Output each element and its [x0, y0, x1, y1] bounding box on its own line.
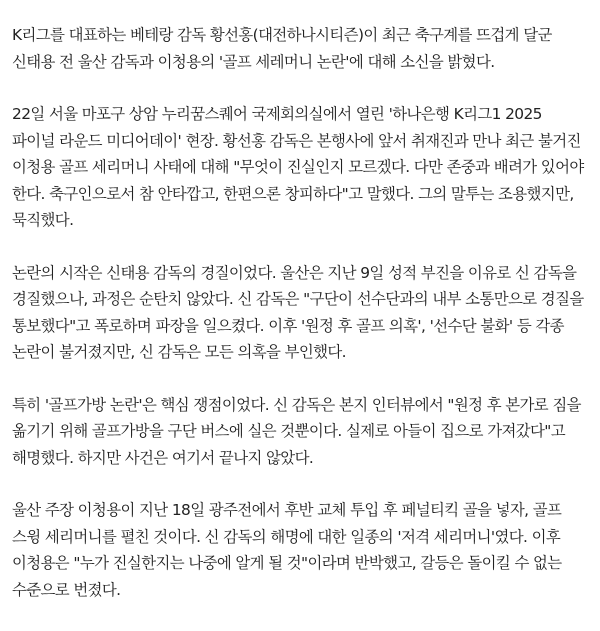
article-paragraph: 22일 서울 마포구 상암 누리꿈스퀘어 국제회의실에서 열린 '하나은행 K리그1 2025 파이널 라운드 미디어데이' 현장. 황선홍 감독은 본행사에 앞서 취재진과 만나 최근 불거진 이청용 골프 세리머니 사태에 대해 "무엇이 진실인지 모르겠다. 다만 존중과 배려가 있어야 한다. 축구인으로서 참 안타깝고, 한편으론 창피하다"고 말했다. 그의 말투는 조용했지만, 묵직했다. — [12, 105, 584, 229]
article-paragraph: K리그를 대표하는 베테랑 감독 황선홍(대전하나시티즌)이 최근 축구계를 뜨겁게 달군 신태용 전 울산 감독과 이청용의 '골프 세레머니 논란'에 대해 소신을 밝혔다. — [12, 26, 552, 71]
article-paragraph: 특히 '골프가방 논란'은 핵심 쟁점이었다. 신 감독은 본지 인터뷰에서 "원정 후 본가로 짐을 옮기기 위해 골프가방을 구단 버스에 실은 것뿐이다. 실제로 아들이 집으로 가져갔다"고 해명했다. 하지만 사건은 여기서 끝나지 않았다. — [12, 395, 581, 467]
article-paragraph: 논란의 시작은 신태용 감독의 경질이었다. 울산은 지난 9일 성적 부진을 이유로 신 감독을 경질했으나, 과정은 순탄치 않았다. 신 감독은 "구단이 선수단과의 내부 소통만으로 경질을 통보했다"고 폭로하며 파장을 일으켰다. 이후 '원정 후 골프 의혹', '선수단 불화' 등 각종 논란이 불거졌지만, 신 감독은 모든 의혹을 부인했다. — [12, 263, 584, 361]
article-paragraph: 울산 주장 이청용이 지난 18일 광주전에서 후반 교체 투입 후 페널티킥 골을 넣자, 골프 스윙 세리머니를 펼친 것이다. 신 감독의 해명에 대한 일종의 '저격 세리머니'였다. 이후 이청용은 "누가 진실한지는 나중에 알게 될 것"이라며 반박했고, 갈등은 돌이킬 수 없는 수준으로 번졌다. — [12, 501, 562, 599]
